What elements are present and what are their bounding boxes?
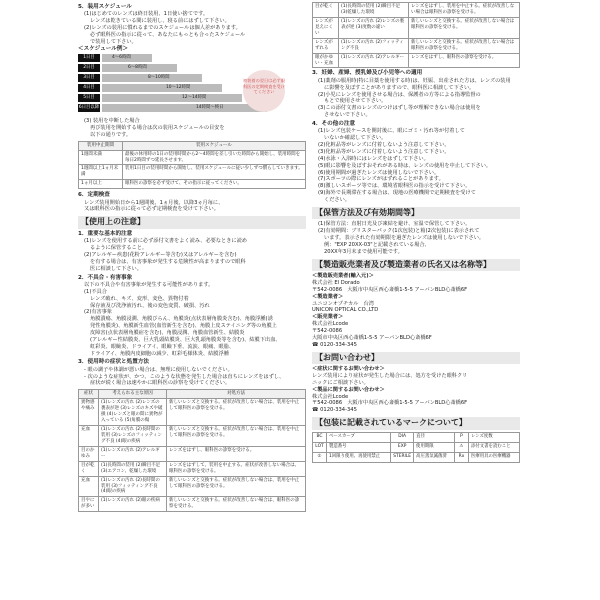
schedule-day: 6日目以降 (78, 105, 100, 111)
text-line: (2)アレルギー疾患(花粉アレルギー等含む)又はアレルギーを含む) (84, 251, 237, 258)
mark-symbol: DIA (391, 432, 414, 442)
table-cell: 新しいレンズと交換する。症状が改善しない場合は、眼科医の診察を受ける。 (167, 497, 306, 512)
table-cell: (1)レンズの汚れ (2)アレルギー (99, 446, 167, 461)
mark-symbol: BC (313, 432, 327, 442)
table-cell: レンズをはずし、眼科医の診察を受ける。 (167, 446, 306, 461)
table-row (79, 399, 306, 426)
text-line: 又は眼科医の指示に従って必ず定期検査を受けて下さい。 (84, 206, 219, 213)
text-line: (1)不具合 (84, 288, 107, 295)
section-band-marks: 【包装に記載されているマークについて】 (312, 417, 520, 430)
text-line: 〒542-0086 (312, 328, 343, 335)
text-line: (2)化粧品等がレンズに付着しないよう注意して下さい。 (318, 142, 450, 149)
table-cell: 眼がかゆい・充血 (313, 53, 339, 68)
text-line: - 眼の調子や体調が悪い場合は、無理に使用しないでください。 (84, 366, 233, 373)
left-column (78, 2, 306, 512)
text-line: 大阪市中央区西心斎橋1-5-5 アーバンBLD心斎橋6F (312, 334, 432, 341)
text-line: (8)激しいスポーツ等では、環境省眼科医の指示を受けて下さい。 (318, 183, 471, 190)
table-row (313, 432, 520, 442)
subsection-title: 1．重要な基本的注意 (78, 230, 133, 237)
text-line: 皮障害(点状表層角膜症を含む)、角膜浸潤、角膜血管新生、結膜炎 (90, 329, 245, 336)
table-row (313, 442, 520, 452)
text-line: UNICON OPTICAL CO.,LTD (312, 307, 379, 314)
text-line: 保存液及び洗浄液汚れ、後の変色変質、破損、汚れ (90, 302, 210, 309)
mark-label: 使用期限 (414, 442, 455, 452)
text-line: (2)有効期間：ブリスターパック(1次包装)と箱(2次包装)に表示されて (318, 228, 480, 235)
text-line: ＜製品に関するお問い合わせ＞ (312, 386, 385, 393)
mark-symbol: STERILE (391, 452, 414, 462)
table-row (79, 180, 306, 189)
phone-icon: ☎ (312, 341, 321, 348)
text-line: で装用して下さい。 (90, 38, 137, 45)
table-cell: 目が乾く (313, 3, 339, 18)
text-line: レンズ破れ、キズ、変形、変色、異物付着 (90, 295, 189, 302)
table-cell: 新しいレンズと交換する。症状が改善しない場合は、装用を中止して眼科医の診察を受ける。 (167, 476, 306, 497)
table-cell: レンズをはずし、装用を中止する。症状が改善しない場合は眼科医の診察を受ける。 (409, 3, 520, 18)
schedule-bar: 12～14時間 (102, 94, 242, 102)
schedule-bar: 4～6時間 (102, 54, 152, 62)
mark-label: 1回限り使用、再使用禁止 (327, 452, 391, 462)
text-line: (3)この添付文書のレンズのつけはずし等が理解できない場合は使用を (318, 105, 481, 112)
subsection-title: 3．妊婦、産婦、授乳婦及び小児等への適用 (312, 70, 423, 77)
symptom-table (78, 389, 306, 512)
table-row (313, 17, 520, 38)
table-row (313, 3, 520, 18)
text-line: 20XX年3月末まで使用可能です。 (324, 248, 403, 255)
table-header: 対処方法 (167, 390, 306, 399)
schedule-day: 3日目 (78, 74, 100, 82)
table-row (313, 53, 520, 68)
warning-icon: ⚠ (454, 442, 468, 452)
checkup-callout: 初装着の翌日は必ず眼科医の定期検査を受けてください (243, 70, 285, 112)
mark-label: レンズ度数 (468, 432, 519, 442)
mark-label: 製造番号 (327, 442, 391, 452)
text-line: もとで使用させて下さい。 (324, 98, 387, 105)
mark-label: 高圧蒸気滅菌済 (414, 452, 455, 462)
text-line: ニックにご相談下さい。 (312, 379, 369, 386)
table-cell: レンズがずれる (313, 38, 339, 53)
text-line: 必ず眼科医の指示に従って、あなたにもっとも合ったスケジュール (90, 31, 246, 38)
table-cell: 1週間未満 (79, 150, 123, 165)
text-line: 症状が続く場合は速やかに眼科医の診察を受けてください。 (90, 380, 231, 387)
schedule-day: 2日目 (78, 64, 100, 72)
text-line: 株式会社 El Dorado (312, 280, 360, 287)
text-line: 株式会社Lcode (312, 321, 349, 328)
text-line: (2)有害事象 (84, 309, 113, 316)
text-line: (4)水泳・入浴時にはレンズをはずして下さい。 (318, 155, 429, 162)
text-line: (5)眼に影響を及ぼすおそれがある時は、レンズの使用を中止して下さい。 (318, 162, 492, 169)
text-line: (6)使用期間が過ぎたレンズは使用しないで下さい。 (318, 169, 440, 176)
schedule-day: 5日目 (78, 94, 100, 102)
table-cell: (1)レンズの汚れ (2)フィッティング不良 (339, 38, 409, 53)
text-line: 例："EXP 20XX-03"と記載されている場合、 (324, 241, 430, 248)
table-cell: 新しいレンズと交換する。症状が改善しない場合は、装用を中止して眼科医の診察を受ける。 (167, 426, 306, 447)
mark-table (312, 432, 520, 463)
mark-symbol: Rx (454, 452, 468, 462)
schedule-bar: 6～8時間 (102, 64, 177, 72)
text-line: 角膜潰瘍、角膜浸潤、角膜びらん、角膜炎(点状表層角膜炎含む)、角膜浮腫(誘 (90, 316, 273, 323)
text-line: 株式会社Lcode (312, 393, 349, 400)
text-line: (9)海外で長期滞在する場合は、現地の医療機関で定期検査を受けて (318, 190, 476, 197)
table-row (313, 452, 520, 462)
text-line: (1)レンズ包装ケースを開封後に、眼にゴミ・汚れ等が付着して (318, 128, 465, 135)
text-line: 虹彩炎、眼瞼炎、ドライアイ、眼瞼下垂、流涙、眼痛、眼脂、 (90, 343, 235, 350)
mark-symbol: P (454, 432, 468, 442)
table-cell: 異物感や痛み (79, 399, 99, 426)
section-band-precautions: 【使用上の注意】 (78, 216, 306, 229)
table-row (79, 165, 306, 180)
table-cell: 1ヵ月以上 (79, 180, 123, 189)
mark-symbol: LOT (313, 442, 327, 452)
section-band-contact: 【お問い合わせ】 (312, 352, 520, 365)
schedule-day: 1日目 (78, 54, 100, 62)
section-band-storage: 【保管方法及び有効期間等】 (312, 207, 520, 220)
text-line: (3) 装用を中断した場合 (84, 118, 140, 125)
subsection-title: 3．使用時の症状と処置方法 (78, 359, 150, 366)
table-cell: 眼科医の診察を必ず受けて、その指示に従ってください。 (123, 180, 306, 189)
text-line: 発性角膜炎)、角膜新生血管(血管新生を含む)、角膜上皮ステイニング等の角膜上 (90, 323, 277, 330)
symptom-table-continued (312, 2, 520, 68)
mark-label: ベースカーブ (327, 432, 391, 442)
text-line: (2)小児にレンズを使用させる場合は、保護者の方等による指導監督の (318, 91, 481, 98)
text-line: (3)化粧品等がレンズに付着しないよう注意して下さい。 (318, 148, 450, 155)
table-row (313, 38, 520, 53)
schedule-bar: 8～10時間 (102, 74, 202, 82)
table-cell: (1)レンズの汚れ (2)レンズの裏表が逆 (3)レンズのキズや破損 (4)レンズと眼の間に異物が入っている (5)角膜の傷 (99, 399, 167, 426)
text-line: (1)薬剤の服用時(特に目薬を使用する時)は、妊娠、出産された方は、レンズの装用 (318, 77, 511, 84)
text-line: に影響を及ぼすことがありますので、眼科医に相談して下さい。 (324, 84, 475, 91)
table-cell: (1)長時間の装用 (2)瞬目不足 (3)エアコン、乾燥した環境 (99, 461, 167, 476)
subsection-title: 2．不具合・有害事象 (78, 274, 133, 281)
single-use-icon: ② (313, 452, 327, 462)
text-line: ＜症状に関するお問い合わせ＞ (312, 366, 385, 373)
text-line: 医に相談して下さい。 (90, 265, 142, 272)
text-line: ＜製造販売業者(輸入元)＞ (312, 273, 374, 280)
mark-label: 直径 (414, 432, 455, 442)
schedule-bar: 10～12時間 (102, 84, 222, 92)
phone-icon: ☎ (312, 407, 321, 414)
text-line: 以下の不具合や有害事象が発生する可能性があります。 (84, 281, 214, 288)
table-cell: (1)レンズの汚れ (2)アレルギー (339, 53, 409, 68)
schedule-title: ＜スケジュール例＞ (78, 45, 129, 52)
table-cell: 目やにが多い (79, 497, 99, 512)
table-cell: 新しいレンズと交換する。症状が改善しない場合は、装用を中止して眼科医の診察を受ける。 (167, 399, 306, 426)
schedule-day: 4日目 (78, 84, 100, 92)
section-6-title: 6．定期検査 (78, 192, 110, 199)
table-cell: 新しいレンズと交換する。症状が改善しない場合は眼科医の診察を受ける。 (409, 17, 520, 38)
text-line: (7)スポーツの際にレンズがはずれることがあります。 (318, 176, 444, 183)
table-header: 装用スケジュール (123, 141, 306, 150)
table-row (79, 446, 306, 461)
table-cell: (1)レンズの汚れ (2)レンズの裏表が逆 (3)度数の違い (339, 17, 409, 38)
text-line: ＜製造業者＞ (312, 293, 344, 300)
section-band-manufacturer: 【製造販売業者及び製造業者の氏名又は名称等】 (312, 259, 520, 272)
phone-number: 0120-334-345 (320, 407, 357, 414)
text-line: させないで下さい。 (324, 112, 371, 119)
table-row (79, 461, 306, 476)
mark-label: 添付文書を読むこと (468, 442, 519, 452)
section-5-title: 5．装用スケジュール (78, 4, 132, 10)
table-cell: 充血 (79, 476, 99, 497)
text-line: (アレルギー性結膜炎、巨大乳頭結膜炎、巨大乳頭角膜炎等を含む)、結膜下出血、 (90, 336, 281, 343)
mark-label: 医療用具の医療機器 (468, 452, 519, 462)
text-line: レンズは乾きている間に装用し、寝る前にはずして下さい。 (90, 18, 230, 25)
text-line: います。表示された有効期限を過ぎたレンズは使用しないで下さい。 (324, 235, 485, 242)
table-row (79, 476, 306, 497)
table-cell: レンズをはずし、眼科医の診察を受ける。 (409, 53, 520, 68)
schedule-chart (78, 54, 306, 146)
table-header: 装用中止期間 (79, 141, 123, 150)
text-line: 〒542-0086 大阪市中央区西心斎橋1-5-5 アーバンBLD心斎橋6F (312, 286, 468, 293)
text-line: 〒542-0086 大阪市中央区西心斎橋1-5-5 アーバンBLD心斎橋6F (312, 400, 468, 407)
text-line: レンズ装用により症状が発生した場合には、処方を受けた眼科クリ (312, 373, 468, 380)
table-row (79, 150, 306, 165)
text-line: - 次のような症状が、かつ、このような状態を発生した場合は直ちにレンズをはずし、 (84, 373, 285, 380)
subsection-title: 4．その他の注意 (312, 120, 356, 127)
text-line: るように保管すること。 (90, 245, 148, 252)
table-cell: 装用1日目の装用時間から開始し、装用スケジュールに従い少しずつ慣らしていきます。 (123, 165, 306, 180)
text-line: を有する場合は、有害事象が発生する危険性が高まりますので眼科 (90, 258, 246, 265)
table-cell: レンズが見えにくい (313, 17, 339, 38)
text-line: いないか確認して下さい。 (324, 135, 387, 142)
table-row (79, 497, 306, 512)
text-line: ドライアイ、角膜内皮細胞の減少、虹彩毛様体炎、結膜浮腫 (90, 350, 229, 357)
table-cell: 目が乾く (79, 461, 99, 476)
text-line: 再び装用を開始する場合は次の装用スケジュールの目安を (90, 124, 225, 131)
text-line: (2)レンズの装用に慣れるまでのスケジュールは個人差があります。 (84, 25, 241, 32)
text-line: (1)はじめてのレンズは終日装用、1日使い捨てです。 (84, 11, 209, 18)
table-cell: (1)レンズの汚れ (2)長時間の装用 (3)レンズのフィッティング不良 (4)眼の疾病 (99, 426, 167, 447)
table-row (79, 426, 306, 447)
text-line: (1)保管方法：直射日光及び凍結を避け、室温で保管して下さい。 (318, 221, 471, 228)
table-cell: 目のかゆみ (79, 446, 99, 461)
table-cell: 新しいレンズと交換する。症状が改善しない場合は眼科医の診察を受ける。 (409, 38, 520, 53)
resume-schedule-table (78, 141, 306, 190)
phone-line (312, 342, 520, 349)
mark-symbol: EXP (391, 442, 414, 452)
table-cell: 充血 (79, 426, 99, 447)
right-column (306, 2, 520, 463)
table-cell: (1)レンズの汚れ (2)長時間の装用 (3)フィッティング不良 (4)眼の疾病 (99, 476, 167, 497)
text-line: ください。 (324, 196, 350, 203)
table-cell: (1)長時間の装用 (2)瞬目不足 (3)乾燥した環境 (339, 3, 409, 18)
text-line: (1)レンズを使用する前に必ず添付文書をよく読み、必要なときに読め (84, 238, 247, 245)
phone-number: 0120-334-345 (320, 341, 357, 348)
table-cell: 1週間以上1ヵ月未満 (79, 165, 123, 180)
phone-line (312, 407, 520, 414)
text-line: レンズ装用開始日から1週間後、1ヵ月後、以降3ヵ月毎に、 (84, 199, 224, 206)
text-line: 以下の通りです。 (90, 131, 132, 138)
table-cell: (1)レンズの汚れ (2)眼の疾病 (99, 497, 167, 512)
text-line: ＜販売業者＞ (312, 314, 344, 321)
table-cell: 最後の休用時の1日の装用時間から2～4時間を差し引いた時間から開始し、装用時間を毎日2時間ずつ延長させます。 (123, 150, 306, 165)
table-header: 症状 (79, 390, 99, 399)
schedule-bar: 14時間～終日 (102, 104, 267, 112)
text-line: ユニコンオプチカル 台湾 (312, 300, 374, 307)
table-cell: レンズをはずして、装用を中止する。症状が改善しない場合は、眼科医の診察を受ける。 (167, 461, 306, 476)
table-header: 考えられる主な原因 (99, 390, 167, 399)
